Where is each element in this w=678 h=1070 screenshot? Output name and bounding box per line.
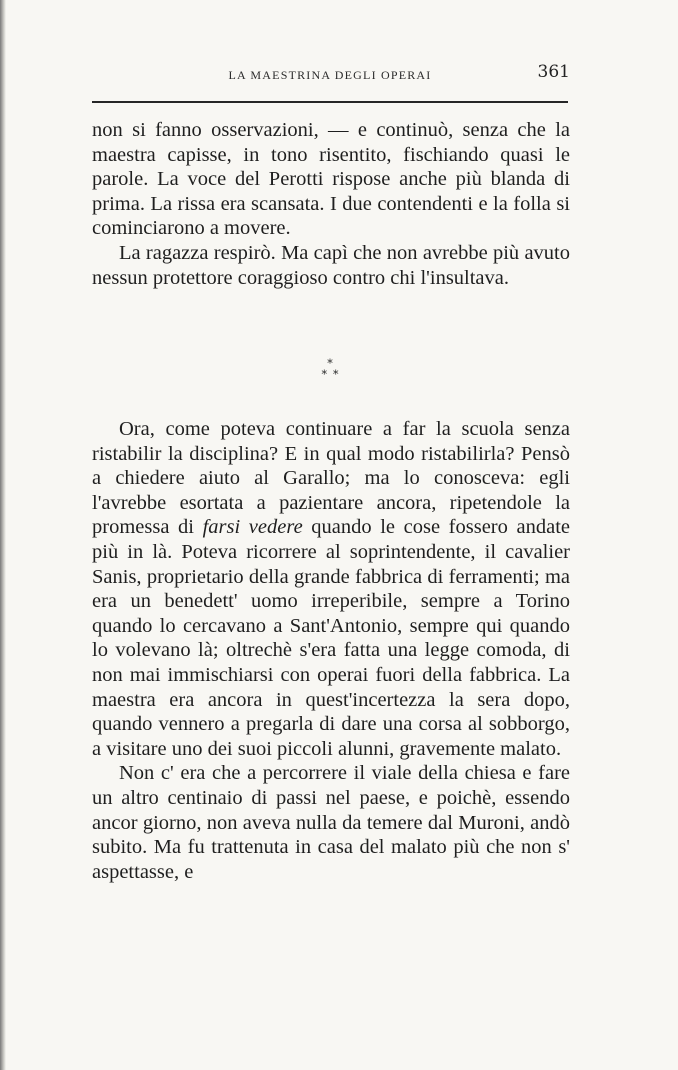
- italic-phrase: farsi vedere: [202, 516, 303, 539]
- asterisk-bottom-left: *: [321, 368, 327, 381]
- text-block-upper: [92, 118, 570, 290]
- paragraph-text: quando le cose fossero andate più in là. Poteva ricorrere al soprintendente, il cavalier Sanis, proprietario della grande fabbrica di ferramenti; ma era un benedett' uomo irreperibile, sempre a Torino quando lo cercavano a Sant'Antonio, sempre qui quando lo volevano là; oltrechè s'era fatta una legge comoda, di non mai immischiarsi con operai fuori della fabbrica. La maestra era ancora in quest'incertezza la sera dopo, quando vennero a pregarla di dare una corsa al sobborgo, a visitare uno dei suoi piccoli alunni, gravemente malato.: [92, 516, 570, 760]
- paragraph: La ragazza respirò. Ma capì che non avrebbe più avuto nessun protettore coraggioso contro chi l'insultava.: [92, 241, 570, 289]
- paragraph-text: Ora, come poteva continuare a far la scuola senza ristabilir la disciplina? E in qual modo ristabilirla? Pensò a chiedere aiuto al Garallo; ma lo conosceva: egli l'avrebbe esortata a pazientare ancora, ripetendole la promessa di: [92, 418, 570, 539]
- header-rule: [92, 101, 568, 103]
- asterisk-bottom-right: *: [333, 368, 339, 381]
- paragraph: Non c' era che a percorrere il viale della chiesa e fare un altro centinaio di passi nel paese, e poichè, essendo ancor giorno, non aveva nulla da temere dal Muroni, andò subito. Ma fu trattenuta in casa del malato più che non s' aspettasse, e: [92, 762, 570, 883]
- binding-edge: [0, 0, 6, 1070]
- text-block-lower: [92, 417, 570, 884]
- asterisk-top: *: [327, 357, 333, 370]
- running-title: LA MAESTRINA DEGLI OPERAI: [228, 68, 432, 82]
- paragraph: [92, 417, 570, 761]
- running-head: [90, 62, 570, 88]
- paragraph: non si fanno osservazioni, — e continuò, senza che la maestra capisse, in tono risentito, fischiando quasi le parole. La voce del Perotti rispose anche più blanda di prima. La rissa era scansata. I due contendenti e la folla si cominciarono a movere.: [92, 119, 570, 240]
- asterism-section-break: [300, 358, 360, 388]
- page-number: 361: [537, 62, 570, 82]
